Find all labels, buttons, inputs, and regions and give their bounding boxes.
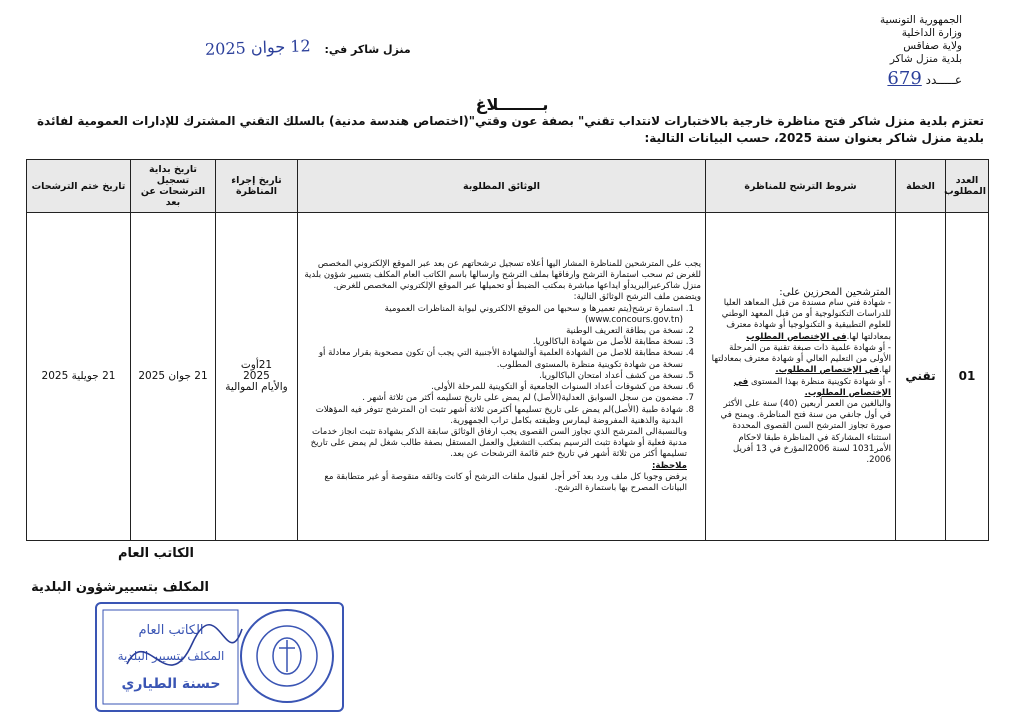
- ministry-name: وزارة الداخلية: [901, 27, 962, 39]
- note-label: ملاحظة:: [651, 460, 687, 471]
- list-item: 4. نسخة مطابقة للاصل من الشهادة العلمية أوالشهادة الأجنبية التي يجب أن تكون مصحوبة بقرار معادلة أو نسخة من شهادة تكوينية منظرة بالمستوى المطلوب.: [302, 348, 683, 370]
- header-count: العدد المطلوب: [946, 160, 989, 213]
- cell-registration-start: 21 جوان 2025: [131, 213, 216, 541]
- condition-item: - شهادة فني سام مسندة من قبل المعاهد العليا للدراسات التكنولوجية أو من قبل المعهد الوطني للعلوم التطبيقية و التكنولوجيا أو شهادة معترف بمعادلتها لها.في الإختصاص المطلوب: [721, 298, 891, 342]
- letterhead: [880, 14, 962, 87]
- governorate-name: ولاية صفاقس: [903, 40, 962, 52]
- handwritten-date: 12 جوان 2025: [204, 36, 311, 59]
- header-registration-start: تاريخ بداية تسجيل الترشحات عن بعد: [131, 160, 216, 213]
- documents-intro: يجب على المترشحين للمناظرة المشار اليها أعلاه تسجيل ترشحاتهم عن بعد عبر الموقع الإلكتروني المخصص للغرض ثم سحب استمارة الترشح وارفاقها بملف الترشح وارسالها باسم الكاتب العام المكلف بتسيير شؤون بلدية منزل شاكرعبرالبريدأو ايداعها مباشرة بمكتب الضبط أو تحميلها عبر الموقع الإلكتروني المخصص للغرض.: [304, 258, 701, 292]
- header-documents: الوثائق المطلوبة: [298, 160, 706, 213]
- list-item: 7. مضمون من سجل السوابق العدلية(الأصل) لم يمض على تاريخ تسليمه أكثر من ثلاثة أشهر .: [302, 393, 683, 404]
- svg-text:الكاتب العام: الكاتب العام: [138, 623, 204, 638]
- documents-military-note: وبالنسبةالى المترشح الذي تجاوز السن القصوى يجب ارفاق الوثائق سابقة الذكر بشهادة تثبت انجاز خدمات مدنية فعلية أو شهادة تثبت الترسيم بمكتب التشغيل والعمل المستقل بصفة طالب شغل لم يمض على تاريخ تسليمها أكثر من ثلاثة أشهر في تاريخ ختم قائمة الترشحات عن بعد.: [310, 426, 687, 460]
- place-date: [205, 38, 411, 57]
- republic-name: الجمهورية التونسية: [880, 14, 962, 26]
- place-label: منزل شاكر في:: [324, 43, 411, 56]
- list-item: 2. نسخة من بطاقة التعريف الوطنية: [302, 326, 683, 337]
- signature-subtitle: المكلف بتسييرشؤون البلدية: [31, 580, 209, 595]
- header-conditions: شروط الترشح للمناظرة: [706, 160, 896, 213]
- condition-item: - أو شهادة تكوينية منظرة بهذا المستوى في الإختصاص المطلوب.: [733, 376, 891, 398]
- list-item: 3. نسخة مطابقة للأصل من شهادة الباكالوريا.: [302, 337, 683, 348]
- stamp-graphic: [97, 604, 342, 710]
- header-position: الخطة: [896, 160, 946, 213]
- documents-list: [302, 304, 701, 427]
- condition-age: والبالغين من العمر أربعين (40) سنة على الأكثر في أول جانفي من سنة فتح المناظرة. ويمنح في صورة تجاوز المترشح السن القصوى المحددة استثناء المشاركة في المناظرة طبقا لاحكام الأمر1031 لسنة 2006المؤرخ في 13 أفريل 2006.: [720, 398, 891, 465]
- number-value: 679: [887, 68, 922, 89]
- reference-number: [880, 68, 962, 89]
- cell-conditions: [706, 213, 896, 541]
- note-text: يرفض وجوبا كل ملف ورد بعد آخر أجل لقبول ملفات الترشح أو كانت وثائقه منقوصة أو غير متطابقة مع البيانات المصرح بها باستمارة الترشح.: [324, 471, 687, 493]
- official-stamp: [95, 602, 344, 712]
- page-title: بــــــــلاغ: [475, 95, 549, 114]
- number-label: عـــــدد: [925, 73, 962, 87]
- cell-registration-end: 21 جويلية 2025: [27, 213, 131, 541]
- condition-item: - أو شهادة علمية ذات صبغة تقنية من المرحلة الأولى من التعليم العالي أو شهادة معترف بمعادلتها لها.في الإختصاص المطلوب.: [711, 342, 891, 376]
- cell-count: 01: [946, 213, 989, 541]
- list-item: 5. نسخة من كشف أعداد امتحان الباكالوريا.: [302, 371, 683, 382]
- intro-paragraph: تعتزم بلدية منزل شاكر فتح مناظرة خارجية بالاختبارات لانتداب تقني" بصفة عون وقتي"(اختصاص هندسة مدنية) بالسلك التقني المشترك للإدارات العمومية لفائدة بلدية منزل شاكر بعنوان سنة 2025، حسب البيانات التالية:: [36, 114, 984, 145]
- svg-text:المكلف بتسيير البلدية: المكلف بتسيير البلدية: [117, 649, 225, 663]
- list-item: 1. استمارة ترشح(يتم تعميرها و سحبها من الموقع الالكتروني لبوابة المناظرات العمومية (www.concours.gov.tn): [302, 304, 683, 326]
- conditions-intro: المترشحين المحرزين على:: [779, 286, 891, 298]
- table-row: [27, 213, 989, 541]
- list-item: 6. نسخة من كشوفات أعداد السنوات الجامعية أو التكوينية للمرحلة الأولى.: [302, 382, 683, 393]
- cell-exam-date: 21أوت 2025 والأيام الموالية: [216, 213, 298, 541]
- municipality-name: بلدية منزل شاكر: [889, 53, 962, 65]
- cell-documents: [298, 213, 706, 541]
- signature-title: الكاتب العام: [117, 546, 194, 561]
- list-item: 8. شهادة طبية (الأصل)لم يمض على تاريخ تسليمها أكثرمن ثلاثة أشهر تثبت ان المترشح تتوفر فيه المؤهلات البدنية والذهنية المفروضة ليمارس وظيفته بكامل تراب الجمهورية.: [302, 405, 683, 427]
- table-header-row: [27, 160, 989, 213]
- competition-table: [26, 159, 989, 541]
- cell-position: تقني: [896, 213, 946, 541]
- header-exam-date: تاريخ إجراء المناظرة: [216, 160, 298, 213]
- documents-list-intro: ويتضمن ملف الترشح الوثائق التالية:: [573, 292, 701, 303]
- header-registration-end: تاريخ ختم الترشحات: [27, 160, 131, 213]
- svg-text:حسنة الطياري: حسنة الطياري: [121, 676, 221, 692]
